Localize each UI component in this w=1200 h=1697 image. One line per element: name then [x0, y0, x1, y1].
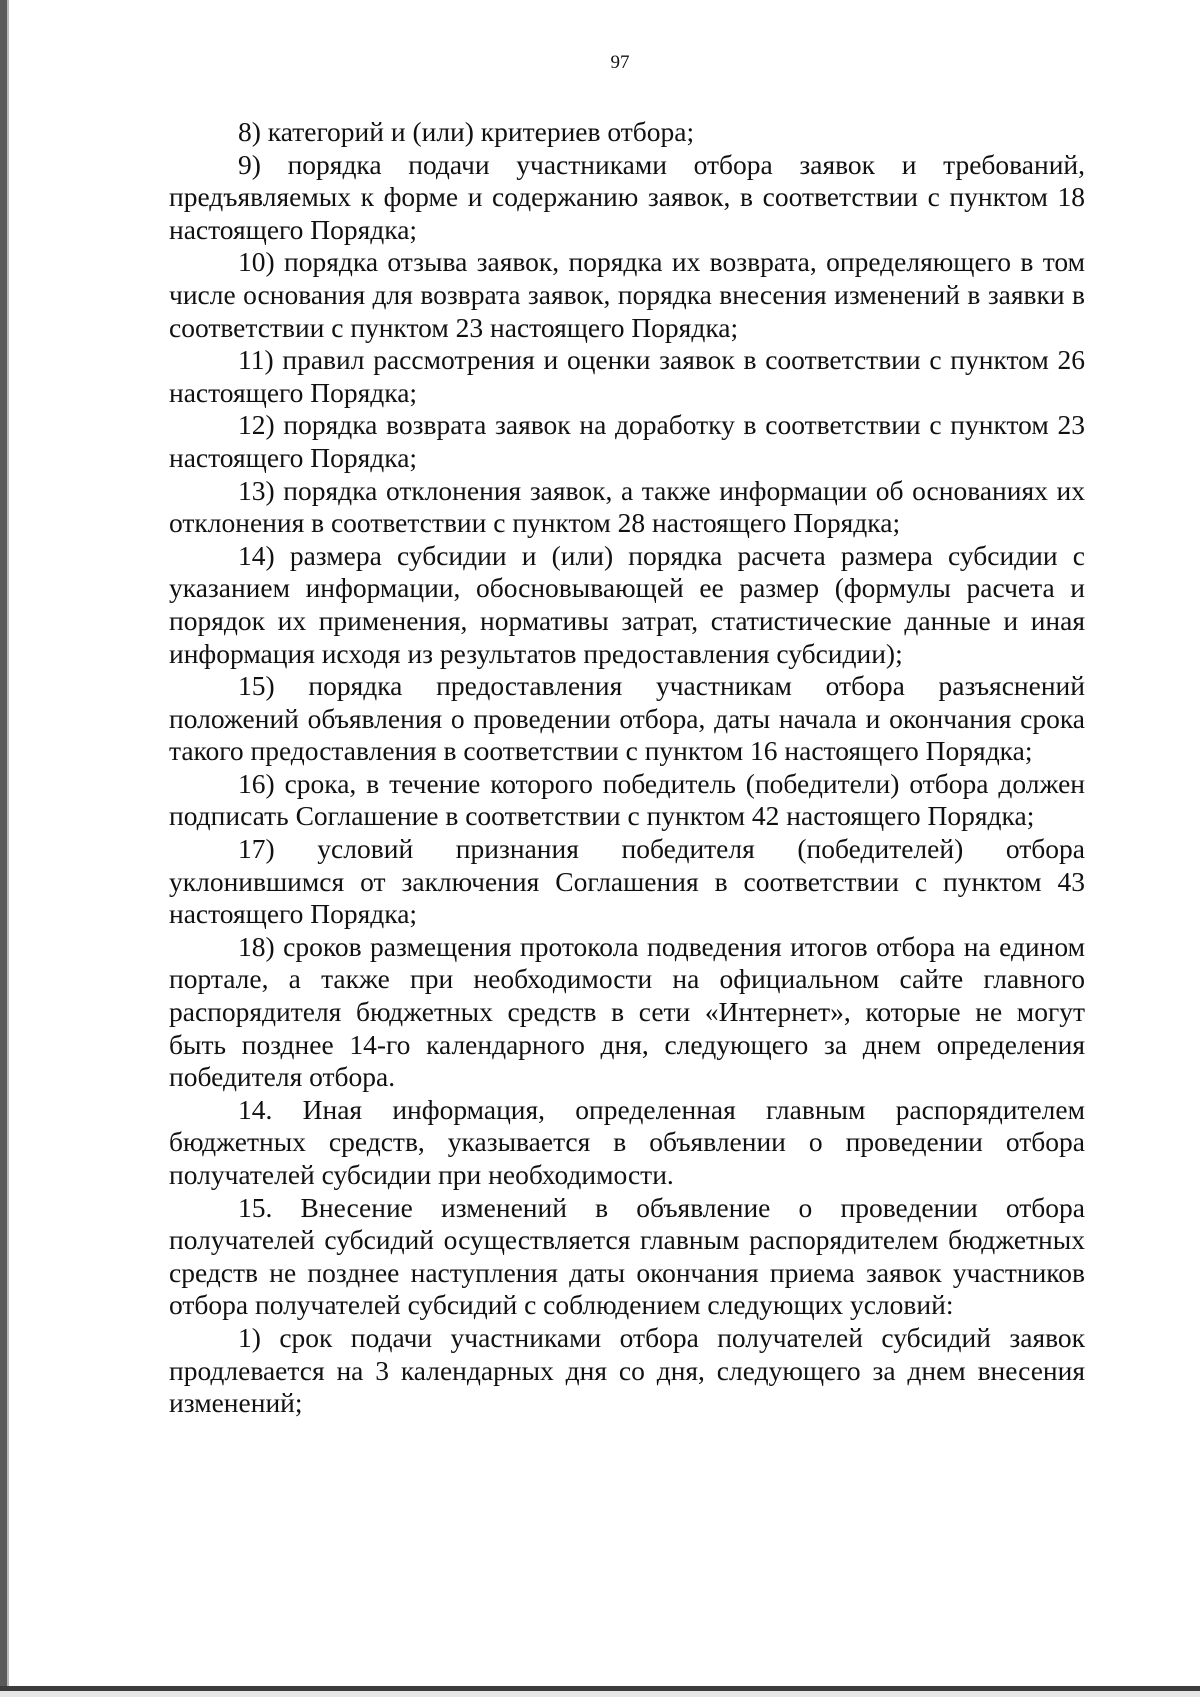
page-number: 97 — [610, 52, 630, 73]
paragraph-subitem-1: 1) срок подачи участниками отбора получателей субсидий заявок продлевается на 3 календарных дня со дня, следующего за днем внесения изменений; — [169, 1321, 1085, 1419]
paragraph-item-13: 13) порядка отклонения заявок, а также информации об основаниях их отклонения в соответствии с пунктом 28 настоящего Порядка; — [169, 474, 1085, 539]
paragraph-item-10: 10) порядка отзыва заявок, порядка их возврата, определяющего в том числе основания для возврата заявок, порядка внесения изменений в заявки в соответствии с пунктом 23 настоящего Порядка; — [169, 246, 1085, 343]
paragraph-item-18: 18) сроков размещения протокола подведения итогов отбора на едином портале, а также при необходимости на официальном сайте главного распорядителя бюджетных средств в сети «Интернет», которые не могут быть позднее 14-го календарного дня, следующего за днем определения победителя отбора. — [169, 930, 1085, 1093]
paragraph-clause-15: 15. Внесение изменений в объявление о проведении отбора получателей субсидий осуществляется главным распорядителем бюджетных средств не позднее наступления даты окончания приема заявок участников отбора получателей субсидий с соблюдением следующих условий: — [169, 1191, 1085, 1321]
scan-edge-bottom-shadow — [0, 1691, 1200, 1697]
paragraph-clause-14: 14. Иная информация, определенная главным распорядителем бюджетных средств, указывается в объявлении о проведении отбора получателей субсидии при необходимости. — [169, 1093, 1085, 1190]
paragraph-item-9: 9) порядка подачи участниками отбора заявок и требований, предъявляемых к форме и содержанию заявок, в соответствии с пунктом 18 настоящего Порядка; — [169, 148, 1085, 245]
paragraph-item-11: 11) правил рассмотрения и оценки заявок в соответствии с пунктом 26 настоящего Порядка; — [169, 344, 1085, 408]
document-body — [169, 116, 1085, 1420]
paragraph-item-12: 12) порядка возврата заявок на доработку в соответствии с пунктом 23 настоящего Порядка; — [169, 409, 1085, 473]
paragraph-item-16: 16) срока, в течение которого победитель (победители) отбора должен подписать Соглашение в соответствии с пунктом 42 настоящего Порядка; — [169, 767, 1085, 832]
paragraph-item-14: 14) размера субсидии и (или) порядка расчета размера субсидии с указанием информации, обосновывающей ее размер (формулы расчета и порядок их применения, нормативы затрат, статистические данные и иная информация исходя из результатов предоставления субсидии); — [169, 539, 1085, 669]
scan-edge-left-shadow — [7, 0, 9, 1697]
paragraph-item-15: 15) порядка предоставления участникам отбора разъяснений положений объявления о проведении отбора, даты начала и окончания срока такого предоставления в соответствии с пунктом 16 настоящего Порядка; — [169, 670, 1085, 767]
paragraph-item-8: 8) категорий и (или) критериев отбора; — [238, 116, 695, 147]
scan-edge-left — [0, 0, 7, 1697]
paragraph-item-17: 17) условий признания победителя (победителей) отбора уклонившимся от заключения Соглашения в соответствии с пунктом 43 настоящего Порядка; — [169, 833, 1085, 930]
